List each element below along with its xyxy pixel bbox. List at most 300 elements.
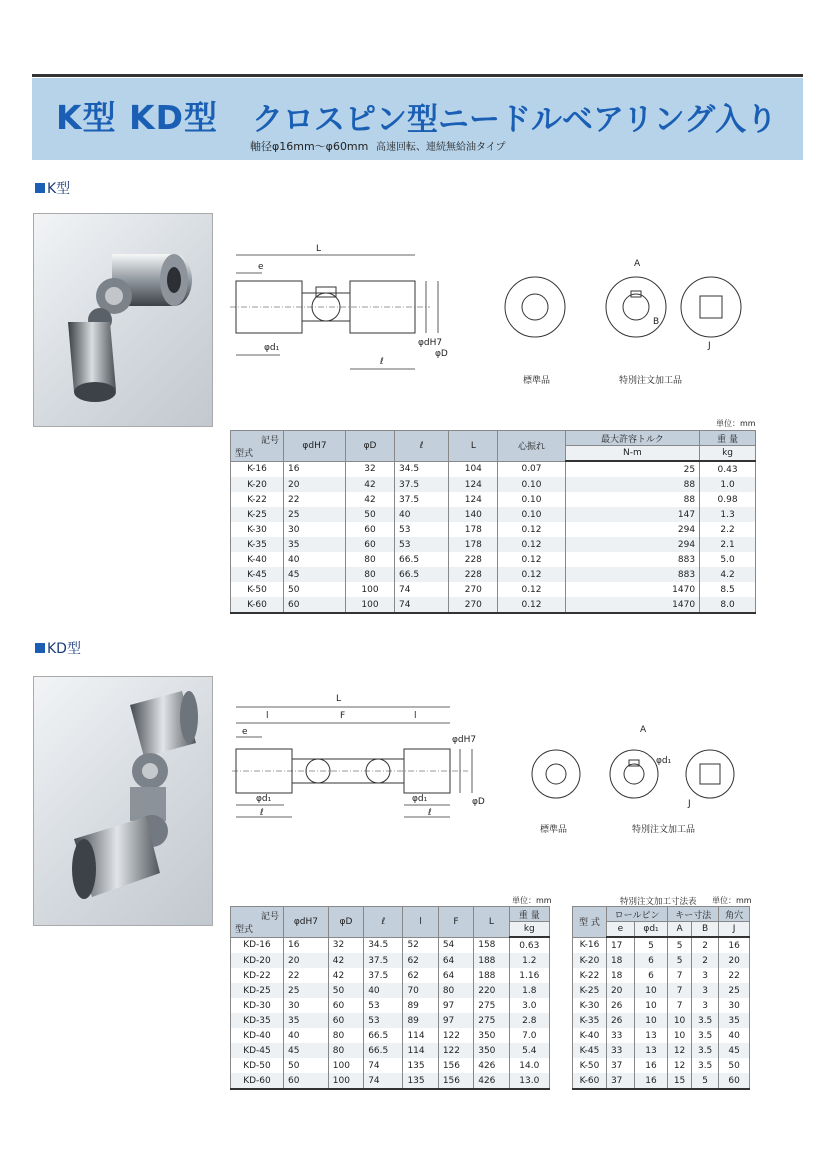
table-cell: 5 — [668, 937, 692, 953]
special-table-body — [573, 937, 750, 1089]
table-cell: 220 — [474, 983, 509, 998]
table-cell: 3.0 — [509, 998, 549, 1013]
special-table-title: 特別注文加工寸法表 — [620, 897, 697, 907]
table-cell: K-40 — [231, 552, 284, 567]
sp-th-key: キー寸法 — [668, 907, 719, 922]
table-cell: 52 — [403, 937, 438, 953]
table-cell: 22 — [284, 492, 346, 507]
kd-th-weight: 重 量 — [509, 907, 549, 922]
table-cell: 0.12 — [498, 597, 565, 613]
table-cell: 228 — [449, 567, 498, 582]
table-cell: 62 — [403, 953, 438, 968]
kd-dim-ell-left: ℓ — [260, 808, 264, 818]
sp-th-d1: φd₁ — [634, 922, 667, 938]
table-cell: 1470 — [565, 597, 699, 613]
table-cell: 16 — [284, 937, 329, 953]
k-spec-table — [230, 430, 756, 614]
table-row — [573, 953, 750, 968]
k-th-L: L — [449, 431, 498, 462]
table-cell: 5.0 — [700, 552, 756, 567]
table-cell: 42 — [328, 968, 363, 983]
table-cell: 8.5 — [700, 582, 756, 597]
k-unit: 単位：mm — [716, 419, 756, 428]
table-cell: K-50 — [573, 1058, 607, 1073]
table-cell: 4.2 — [700, 567, 756, 582]
title-main: クロスピン型ニードルベアリング入り — [252, 102, 778, 138]
kd-dim-d1-left: φd₁ — [256, 794, 272, 804]
table-cell: 5 — [668, 953, 692, 968]
table-cell: K-20 — [573, 953, 607, 968]
table-cell: 33 — [606, 1028, 634, 1043]
table-cell: 12 — [668, 1058, 692, 1073]
table-row — [231, 1028, 550, 1043]
table-row — [231, 552, 756, 567]
table-cell: 10 — [634, 983, 667, 998]
kd-th-F: F — [438, 907, 473, 938]
header-rule — [32, 74, 803, 77]
k-dim-dH7: φdH7 — [418, 338, 443, 348]
table-cell: 26 — [606, 998, 634, 1013]
table-row — [231, 461, 756, 477]
table-cell: 16 — [719, 937, 750, 953]
table-cell: 3.5 — [692, 1013, 719, 1028]
table-cell: 88 — [565, 477, 699, 492]
k-th-D: φD — [346, 431, 395, 462]
table-row — [573, 968, 750, 983]
table-cell: 114 — [403, 1028, 438, 1043]
table-cell: 80 — [438, 983, 473, 998]
kd-dim-L: L — [336, 694, 342, 704]
table-cell: 40 — [719, 1028, 750, 1043]
table-cell: 7 — [668, 998, 692, 1013]
table-cell: K-20 — [231, 477, 284, 492]
table-cell: 3.5 — [692, 1028, 719, 1043]
table-cell: 33 — [606, 1043, 634, 1058]
sp-th-model: 型 式 — [573, 907, 607, 938]
special-table — [572, 906, 750, 1090]
table-cell: 89 — [403, 998, 438, 1013]
kd-end-views — [520, 722, 745, 835]
kd-th-l: l — [403, 907, 438, 938]
table-cell: 188 — [474, 968, 509, 983]
k-th-torque-unit: N-m — [565, 446, 699, 462]
table-row — [573, 998, 750, 1013]
kd-dim-d1-right: φd₁ — [412, 794, 428, 804]
table-cell: 124 — [449, 492, 498, 507]
table-cell: 40 — [364, 983, 403, 998]
table-cell: 883 — [565, 552, 699, 567]
table-cell: 0.12 — [498, 552, 565, 567]
table-cell: 100 — [328, 1073, 363, 1089]
kd-dim-ell-right: ℓ — [428, 808, 432, 818]
table-cell: 135 — [403, 1073, 438, 1089]
table-cell: 42 — [328, 953, 363, 968]
title-types: K型 KD型 — [56, 98, 219, 137]
kd-unit: 単位：mm — [512, 896, 552, 905]
table-cell: 0.12 — [498, 522, 565, 537]
table-cell: 32 — [328, 937, 363, 953]
k-dim-e: e — [258, 262, 264, 272]
table-cell: 10 — [634, 998, 667, 1013]
special-table-unit: 単位：mm — [712, 896, 752, 905]
table-cell: 104 — [449, 461, 498, 477]
table-cell: K-16 — [231, 461, 284, 477]
table-cell: 60 — [346, 537, 395, 552]
table-cell: 270 — [449, 582, 498, 597]
table-cell: 42 — [346, 477, 395, 492]
table-cell: 0.43 — [700, 461, 756, 477]
table-cell: 10 — [634, 1013, 667, 1028]
table-cell: 294 — [565, 522, 699, 537]
sp-th-square: 角穴 — [719, 907, 750, 922]
table-cell: 37 — [606, 1058, 634, 1073]
table-cell: KD-40 — [231, 1028, 284, 1043]
k-dim-L: L — [316, 244, 322, 254]
table-cell: KD-35 — [231, 1013, 284, 1028]
table-cell: K-60 — [231, 597, 284, 613]
table-cell: 20 — [719, 953, 750, 968]
table-cell: 114 — [403, 1043, 438, 1058]
table-cell: 89 — [403, 1013, 438, 1028]
table-cell: 18 — [606, 968, 634, 983]
table-cell: 13 — [634, 1028, 667, 1043]
table-cell: 100 — [346, 582, 395, 597]
table-row — [231, 968, 550, 983]
table-cell: 74 — [395, 597, 449, 613]
table-cell: 7.0 — [509, 1028, 549, 1043]
table-cell: 158 — [474, 937, 509, 953]
kd-spec-table — [230, 906, 550, 1090]
table-row — [573, 1028, 750, 1043]
kd-th-dH7: φdH7 — [284, 907, 329, 938]
table-cell: 40 — [284, 1028, 329, 1043]
table-cell: 426 — [474, 1073, 509, 1089]
table-cell: 30 — [719, 998, 750, 1013]
table-row — [231, 953, 550, 968]
kd-dim-l-right: l — [414, 711, 417, 721]
table-cell: 66.5 — [364, 1028, 403, 1043]
table-cell: 25 — [719, 983, 750, 998]
table-row — [231, 582, 756, 597]
table-cell: 32 — [346, 461, 395, 477]
kd-end-J: J — [688, 799, 691, 809]
table-cell: 13 — [634, 1043, 667, 1058]
table-cell: 2.1 — [700, 537, 756, 552]
table-cell: 2.2 — [700, 522, 756, 537]
table-cell: 122 — [438, 1028, 473, 1043]
table-cell: 53 — [395, 522, 449, 537]
table-cell: 97 — [438, 1013, 473, 1028]
table-cell: 3 — [692, 983, 719, 998]
table-cell: 7 — [668, 968, 692, 983]
table-cell: 80 — [328, 1043, 363, 1058]
table-cell: K-60 — [573, 1073, 607, 1089]
table-row — [573, 1073, 750, 1089]
table-cell: 88 — [565, 492, 699, 507]
table-cell: 50 — [328, 983, 363, 998]
sp-th-J: J — [719, 922, 750, 938]
table-cell: 0.12 — [498, 537, 565, 552]
kd-th-ell: ℓ — [364, 907, 403, 938]
table-cell: KD-45 — [231, 1043, 284, 1058]
table-cell: 22 — [719, 968, 750, 983]
table-row — [231, 477, 756, 492]
table-cell: 270 — [449, 597, 498, 613]
table-cell: 35 — [284, 537, 346, 552]
table-cell: 100 — [346, 597, 395, 613]
table-row — [231, 1043, 550, 1058]
sp-th-e: e — [606, 922, 634, 938]
table-cell: K-22 — [231, 492, 284, 507]
table-cell: 8.0 — [700, 597, 756, 613]
table-cell: 188 — [474, 953, 509, 968]
table-cell: 50 — [346, 507, 395, 522]
table-cell: 53 — [364, 1013, 403, 1028]
k-th-weight-unit: kg — [700, 446, 756, 462]
table-cell: 53 — [395, 537, 449, 552]
k-th-weight: 重 量 — [700, 431, 756, 446]
table-row — [231, 522, 756, 537]
table-cell: 25 — [565, 461, 699, 477]
table-cell: K-16 — [573, 937, 607, 953]
kd-end-A: A — [640, 725, 647, 735]
table-cell: 2.8 — [509, 1013, 549, 1028]
k-end-A: A — [634, 259, 641, 269]
table-cell: 16 — [284, 461, 346, 477]
table-cell: 64 — [438, 968, 473, 983]
kd-dim-e: e — [242, 727, 248, 737]
table-cell: KD-25 — [231, 983, 284, 998]
table-row — [231, 1013, 550, 1028]
table-cell: 30 — [284, 522, 346, 537]
table-row — [231, 597, 756, 613]
table-cell: 1.8 — [509, 983, 549, 998]
k-dim-ell: ℓ — [380, 357, 384, 367]
table-cell: 7 — [668, 983, 692, 998]
table-cell: KD-60 — [231, 1073, 284, 1089]
table-cell: 53 — [364, 998, 403, 1013]
table-cell: 20 — [284, 953, 329, 968]
table-cell: 1.16 — [509, 968, 549, 983]
table-cell: 0.10 — [498, 477, 565, 492]
k-caption-special: 特別注文加工品 — [619, 376, 683, 386]
k-dimension-drawing — [230, 243, 448, 387]
table-cell: 1470 — [565, 582, 699, 597]
table-cell: 3 — [692, 998, 719, 1013]
table-cell: 3 — [692, 968, 719, 983]
table-cell: K-22 — [573, 968, 607, 983]
table-cell: K-30 — [573, 998, 607, 1013]
table-row — [231, 937, 550, 953]
table-cell: KD-20 — [231, 953, 284, 968]
table-cell: 426 — [474, 1058, 509, 1073]
table-cell: 50 — [284, 582, 346, 597]
table-cell: 80 — [346, 552, 395, 567]
table-cell: 10 — [668, 1028, 692, 1043]
table-cell: 25 — [284, 507, 346, 522]
table-cell: 0.12 — [498, 582, 565, 597]
table-cell: 37 — [606, 1073, 634, 1089]
kd-th-L: L — [474, 907, 509, 938]
table-row — [573, 1013, 750, 1028]
table-row — [573, 1058, 750, 1073]
table-cell: 26 — [606, 1013, 634, 1028]
k-product-photo — [33, 213, 213, 427]
table-row — [231, 507, 756, 522]
table-cell: 45 — [284, 1043, 329, 1058]
table-cell: 50 — [284, 1058, 329, 1073]
table-cell: 42 — [346, 492, 395, 507]
table-cell: 6 — [634, 953, 667, 968]
sp-th-A: A — [668, 922, 692, 938]
kd-caption-special: 特別注文加工品 — [632, 825, 696, 835]
table-cell: 294 — [565, 537, 699, 552]
table-cell: 60 — [719, 1073, 750, 1089]
table-cell: 74 — [395, 582, 449, 597]
table-cell: 1.3 — [700, 507, 756, 522]
table-cell: 0.98 — [700, 492, 756, 507]
kd-dim-l-left: l — [266, 711, 269, 721]
table-cell: 50 — [719, 1058, 750, 1073]
table-cell: 60 — [346, 522, 395, 537]
table-row — [231, 983, 550, 998]
table-cell: 1.0 — [700, 477, 756, 492]
table-cell: 22 — [284, 968, 329, 983]
table-cell: 100 — [328, 1058, 363, 1073]
table-cell: 13.0 — [509, 1073, 549, 1089]
table-cell: 0.10 — [498, 507, 565, 522]
subtitle-type: 高速回転、連続無給油タイプ — [376, 142, 506, 153]
table-cell: K-45 — [231, 567, 284, 582]
table-cell: 34.5 — [395, 461, 449, 477]
table-cell: 60 — [328, 998, 363, 1013]
table-cell: K-45 — [573, 1043, 607, 1058]
k-th-ell: ℓ — [395, 431, 449, 462]
table-row — [231, 1058, 550, 1073]
table-cell: 147 — [565, 507, 699, 522]
table-cell: K-25 — [231, 507, 284, 522]
table-cell: 156 — [438, 1073, 473, 1089]
table-cell: 20 — [284, 477, 346, 492]
table-cell: 275 — [474, 1013, 509, 1028]
k-end-views — [495, 255, 745, 386]
table-cell: 350 — [474, 1043, 509, 1058]
table-cell: 275 — [474, 998, 509, 1013]
table-cell: 156 — [438, 1058, 473, 1073]
table-cell: 3.5 — [692, 1058, 719, 1073]
table-cell: 2 — [692, 937, 719, 953]
table-cell: 1.2 — [509, 953, 549, 968]
table-cell: 64 — [438, 953, 473, 968]
table-cell: 18 — [606, 953, 634, 968]
table-cell: 25 — [284, 983, 329, 998]
table-row — [231, 998, 550, 1013]
kd-section-heading: KD型 — [35, 638, 81, 658]
k-th-dH7: φdH7 — [284, 431, 346, 462]
kd-dim-dH7: φdH7 — [452, 735, 477, 745]
table-cell: 45 — [719, 1043, 750, 1058]
table-cell: 37.5 — [364, 953, 403, 968]
table-cell: 16 — [634, 1073, 667, 1089]
table-cell: K-35 — [573, 1013, 607, 1028]
table-cell: 16 — [634, 1058, 667, 1073]
table-cell: 5.4 — [509, 1043, 549, 1058]
table-cell: 0.12 — [498, 567, 565, 582]
k-th-torque: 最大許容トルク — [565, 431, 699, 446]
kd-th-symbol-model: 記号 型式 — [231, 907, 284, 938]
k-section-heading: K型 — [35, 178, 70, 198]
table-cell: 60 — [284, 597, 346, 613]
title-banner — [32, 78, 803, 160]
k-end-B: B — [653, 317, 660, 327]
table-cell: 60 — [284, 1073, 329, 1089]
table-cell: 37.5 — [364, 968, 403, 983]
table-row — [573, 983, 750, 998]
table-cell: 0.63 — [509, 937, 549, 953]
table-cell: 178 — [449, 537, 498, 552]
table-cell: 5 — [634, 937, 667, 953]
k-caption-standard: 標準品 — [523, 376, 551, 386]
table-cell: 34.5 — [364, 937, 403, 953]
k-dim-d1: φd₁ — [264, 343, 280, 353]
table-cell: 70 — [403, 983, 438, 998]
table-cell: 135 — [403, 1058, 438, 1073]
table-row — [573, 937, 750, 953]
table-cell: KD-22 — [231, 968, 284, 983]
k-end-J: J — [708, 341, 711, 351]
table-cell: 17 — [606, 937, 634, 953]
table-cell: 2 — [692, 953, 719, 968]
table-cell: KD-30 — [231, 998, 284, 1013]
sp-th-B: B — [692, 922, 719, 938]
table-cell: 97 — [438, 998, 473, 1013]
table-cell: 60 — [328, 1013, 363, 1028]
table-row — [231, 567, 756, 582]
table-cell: 35 — [719, 1013, 750, 1028]
kd-dim-D: φD — [472, 797, 485, 807]
k-joint-image — [34, 214, 212, 426]
table-cell: 40 — [395, 507, 449, 522]
table-cell: 80 — [346, 567, 395, 582]
kd-joint-image — [34, 677, 212, 925]
kd-dim-F: F — [340, 711, 346, 721]
kd-th-weight-unit: kg — [509, 922, 549, 938]
table-cell: KD-16 — [231, 937, 284, 953]
table-cell: 350 — [474, 1028, 509, 1043]
table-row — [231, 492, 756, 507]
table-cell: 883 — [565, 567, 699, 582]
sp-th-roll-pin: ロールピン — [606, 907, 667, 922]
table-cell: 62 — [403, 968, 438, 983]
table-cell: KD-50 — [231, 1058, 284, 1073]
kd-table-body — [231, 937, 550, 1089]
k-th-symbol-model: 記号 型式 — [231, 431, 284, 462]
table-cell: K-50 — [231, 582, 284, 597]
table-cell: 3.5 — [692, 1043, 719, 1058]
table-cell: 54 — [438, 937, 473, 953]
table-cell: 45 — [284, 567, 346, 582]
k-th-runout: 心振れ — [498, 431, 565, 462]
table-cell: 5 — [692, 1073, 719, 1089]
table-row — [573, 1043, 750, 1058]
table-cell: 228 — [449, 552, 498, 567]
table-cell: 37.5 — [395, 492, 449, 507]
kd-th-D: φD — [328, 907, 363, 938]
table-cell: K-40 — [573, 1028, 607, 1043]
subtitle-range: 軸径φ16mm～φ60mm — [250, 140, 369, 153]
table-cell: 66.5 — [395, 567, 449, 582]
table-cell: 10 — [668, 1013, 692, 1028]
